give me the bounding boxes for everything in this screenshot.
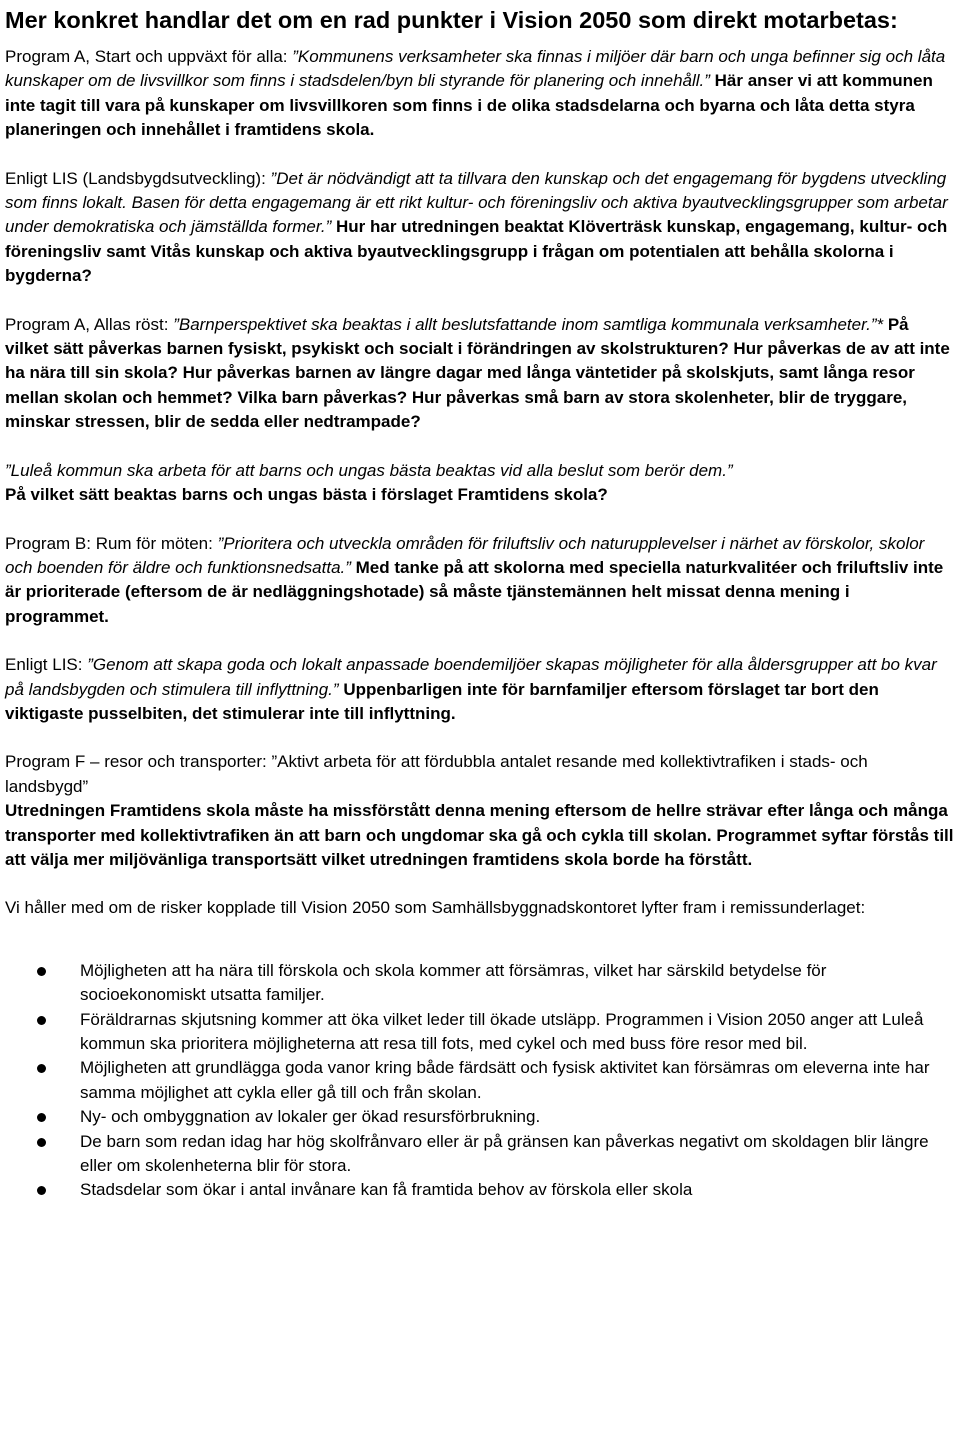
bullet-icon xyxy=(37,1186,46,1195)
paragraph-program-a-start xyxy=(5,45,954,143)
quote-text: ”Barnperspektivet ska beaktas i allt beslutsfattande inom samtliga kommunala verksamheter.”* xyxy=(173,314,884,334)
paragraph-lead: Enligt LIS (Landsbygdsutveckling): xyxy=(5,168,266,188)
quote-text: ”Luleå kommun ska arbeta för att barns och ungas bästa beaktas vid alla beslut som berör dem.” xyxy=(5,460,733,480)
page-title: Mer konkret handlar det om en rad punkter i Vision 2050 som direkt motarbetas: xyxy=(5,7,898,33)
comment-text: Utredningen Framtidens skola måste ha missförstått denna mening eftersom de hellre strävar efter långa och många transporter med kollektivtrafiken än att barn och ungdomar ska gå och cykla till skolan. Programmet syftar förstås till att välja mer miljövänliga transportsätt vilket utredningen framtidens skola borde ha förstått. xyxy=(5,801,954,869)
list-item: Föräldrarnas skjutsning kommer att öka vilket leder till ökade utsläpp. Programmen i Vision 2050 anger att Luleå kommun ska prioritera möjligheterna att resa till fots, med cykel och med buss före resor med bil. xyxy=(5,1008,954,1057)
list-item: Ny- och ombyggnation av lokaler ger ökad resursförbrukning. xyxy=(5,1105,954,1129)
bullet-icon xyxy=(37,967,46,976)
paragraph-barns-basta xyxy=(5,459,954,508)
paragraph-lead: Program B: Rum för möten: xyxy=(5,533,213,553)
list-item: Möjligheten att ha nära till förskola och skola kommer att försämras, vilket har särskild betydelse för socioekonomiskt utsatta familjer. xyxy=(5,959,954,1008)
paragraph-program-f xyxy=(5,750,954,872)
paragraph-program-a-allas-rost xyxy=(5,313,954,435)
quote-text: ”Prioritera och utveckla områden för friluftsliv och naturupplevelser i närhet av förskolor, skolor och boenden för äldre och funktionsnedsatta.” xyxy=(5,533,925,577)
bullet-icon xyxy=(37,1016,46,1025)
list-item: De barn som redan idag har hög skolfrånvaro eller är på gränsen kan påverkas negativt om skoldagen blir längre eller om skolenheterna blir för stora. xyxy=(5,1130,954,1179)
risk-list xyxy=(5,959,954,1203)
comment-text: Uppenbarligen inte för barnfamiljer eftersom förslaget tar bort den viktigaste pusselbiten, det stimulerar inte till inflyttning. xyxy=(5,679,879,723)
list-item: Möjligheten att grundlägga goda vanor kring både färdsätt och fysisk aktivitet kan försämras om eleverna inte har samma möjlighet att cykla eller gå till och från skolan. xyxy=(5,1056,954,1105)
bullet-icon xyxy=(37,1138,46,1147)
paragraph-risks-intro: Vi håller med om de risker kopplade till Vision 2050 som Samhällsbyggnadskontoret lyfter fram i remissunderlaget: xyxy=(5,898,866,918)
list-item: Stadsdelar som ökar i antal invånare kan få framtida behov av förskola eller skola xyxy=(5,1178,954,1202)
bullet-icon xyxy=(37,1113,46,1122)
quote-text: ”Aktivt arbeta för att fördubbla antalet resande med kollektivtrafiken i stads- och landsbygd” xyxy=(5,752,868,796)
comment-text: Hur har utredningen beaktat Klöverträsk kunskap, engagemang, kultur- och föreningsliv samt Vitås kunskap och aktiva byautvecklingsgrupp i frågan om potentialen att behålla skolorna i bygderna? xyxy=(5,217,948,286)
bullet-icon xyxy=(37,1064,46,1073)
paragraph-lead: Program A, Start och uppväxt för alla: xyxy=(5,47,288,66)
paragraph-lead: Program F – resor och transporter: xyxy=(5,752,267,772)
quote-text: ”Genom att skapa goda och lokalt anpassade boendemiljöer skapas möjligheter för alla åldersgrupper att bo kvar på landsbygden och stimulera till inflyttning.” xyxy=(5,655,937,699)
quote-text: ”Kommunens verksamheter ska finnas i miljöer där barn och unga befinner sig och låta kunskaper om de livsvillkor som finns i stadsdelen/byn bli styrande för planering och innehåll.” xyxy=(5,47,946,91)
comment-text: På vilket sätt påverkas barnen fysiskt, psykiskt och socialt i förändringen av skolstrukturen? Hur påverkas de av att inte ha nära till sin skola? Hur påverkas barnen av längre dagar med långa väntetider på skolskjuts, samt långa resor mellan skolan och hemmet? Vilka barn påverkas? Hur påverkas små barn av stora skolenheter, blir de tryggare, minskar stressen, blir de sedda eller nedtrampade? xyxy=(5,314,950,432)
paragraph-lis-2 xyxy=(5,653,954,726)
comment-text: Med tanke på att skolorna med speciella naturkvalitéer och friluftsliv inte är prioriterade (eftersom de är nedläggningshotade) så måste tjänstemännen helt missat denna mening i programmet. xyxy=(5,557,944,626)
comment-text: På vilket sätt beaktas barns och ungas bästa i förslaget Framtidens skola? xyxy=(5,485,608,505)
paragraph-program-b xyxy=(5,532,954,630)
comment-text: Här anser vi att kommunen inte tagit till vara på kunskaper om livsvillkoren som finns i de olika stadsdelarna och byarna och låta detta styra planeringen och innehållet i framtidens skola. xyxy=(5,71,933,140)
paragraph-lis-1 xyxy=(5,167,954,289)
paragraph-lead: Enligt LIS: xyxy=(5,655,83,675)
paragraph-lead: Program A, Allas röst: xyxy=(5,314,169,334)
quote-text: ”Det är nödvändigt att ta tillvara den kunskap och det engagemang för bygdens utveckling som finns lokalt. Basen för detta engagemang är ett rikt kultur- och föreningsliv och aktiva byautvecklingsgrupper som arbetar under demokratiska och jämställda former.” xyxy=(5,168,948,237)
